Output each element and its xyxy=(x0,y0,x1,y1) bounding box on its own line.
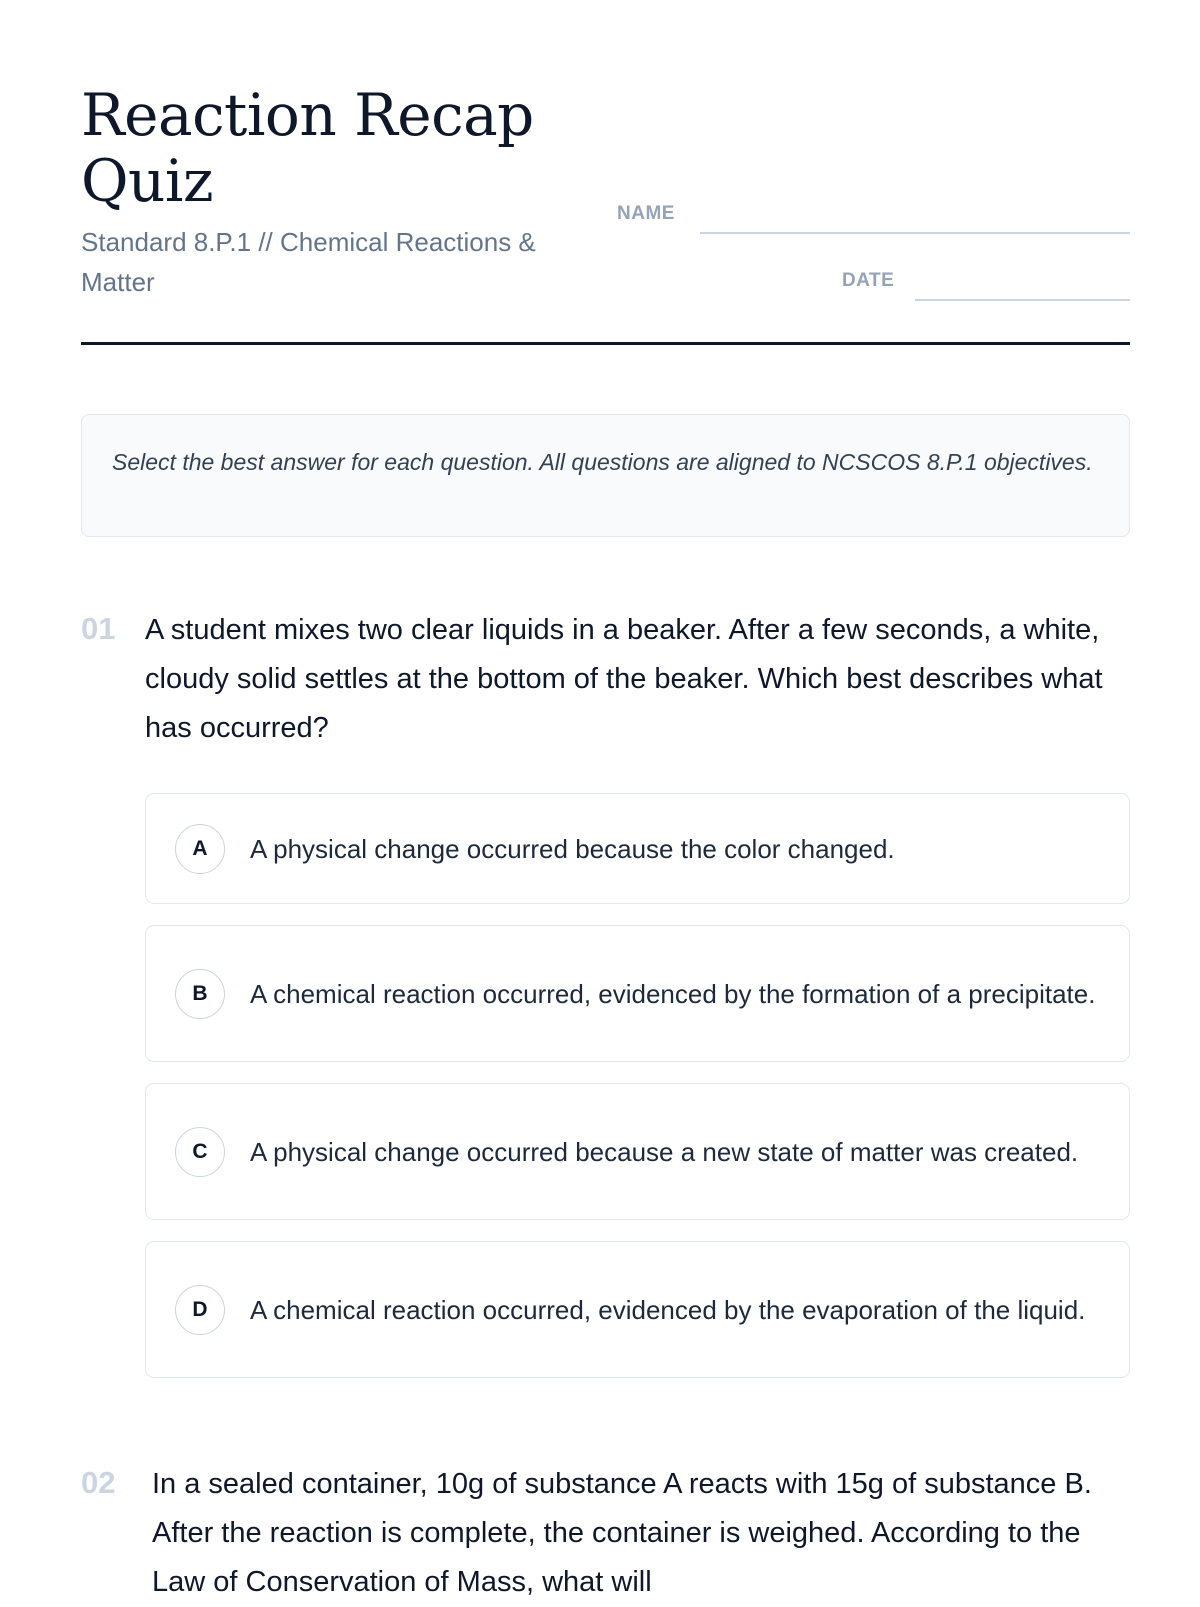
answer-option-d[interactable] xyxy=(145,1241,1130,1378)
option-text: A physical change occurred because the color changed. xyxy=(250,833,895,864)
date-label: DATE xyxy=(842,270,895,291)
question-number: 02 xyxy=(81,1465,116,1500)
option-letter-badge: B xyxy=(175,969,225,1019)
name-label: NAME xyxy=(617,203,675,224)
page-subtitle: Standard 8.P.1 // Chemical Reactions & Matter xyxy=(81,227,536,297)
answer-option-b[interactable] xyxy=(145,925,1130,1062)
instructions-box: Select the best answer for each question. All questions are aligned to NCSCOS 8.P.1 objectives. xyxy=(81,414,1130,537)
page-title: Reaction Recap Quiz xyxy=(81,81,534,215)
answer-option-c[interactable] xyxy=(145,1083,1130,1220)
answer-option-a[interactable] xyxy=(145,793,1130,904)
option-letter-badge: D xyxy=(175,1285,225,1335)
header-divider xyxy=(81,342,1130,345)
option-text: A physical change occurred because a new state of matter was created. xyxy=(250,1136,1079,1167)
option-letter-badge: C xyxy=(175,1127,225,1177)
option-letter-badge: A xyxy=(175,824,225,874)
name-field[interactable] xyxy=(700,232,1130,234)
question-text: A student mixes two clear liquids in a beaker. After a few seconds, a white, cloudy solid settles at the bottom of the beaker. Which best describes what has occurred? xyxy=(145,614,1103,744)
option-text: A chemical reaction occurred, evidenced by the evaporation of the liquid. xyxy=(250,1294,1086,1325)
question-number: 01 xyxy=(81,611,116,646)
question-text: In a sealed container, 10g of substance A reacts with 15g of substance B. After the reaction is complete, the container is weighed. According to the Law of Conservation of Mass, what will xyxy=(152,1468,1092,1598)
date-field[interactable] xyxy=(915,299,1130,301)
option-text: A chemical reaction occurred, evidenced by the formation of a precipitate. xyxy=(250,978,1096,1009)
